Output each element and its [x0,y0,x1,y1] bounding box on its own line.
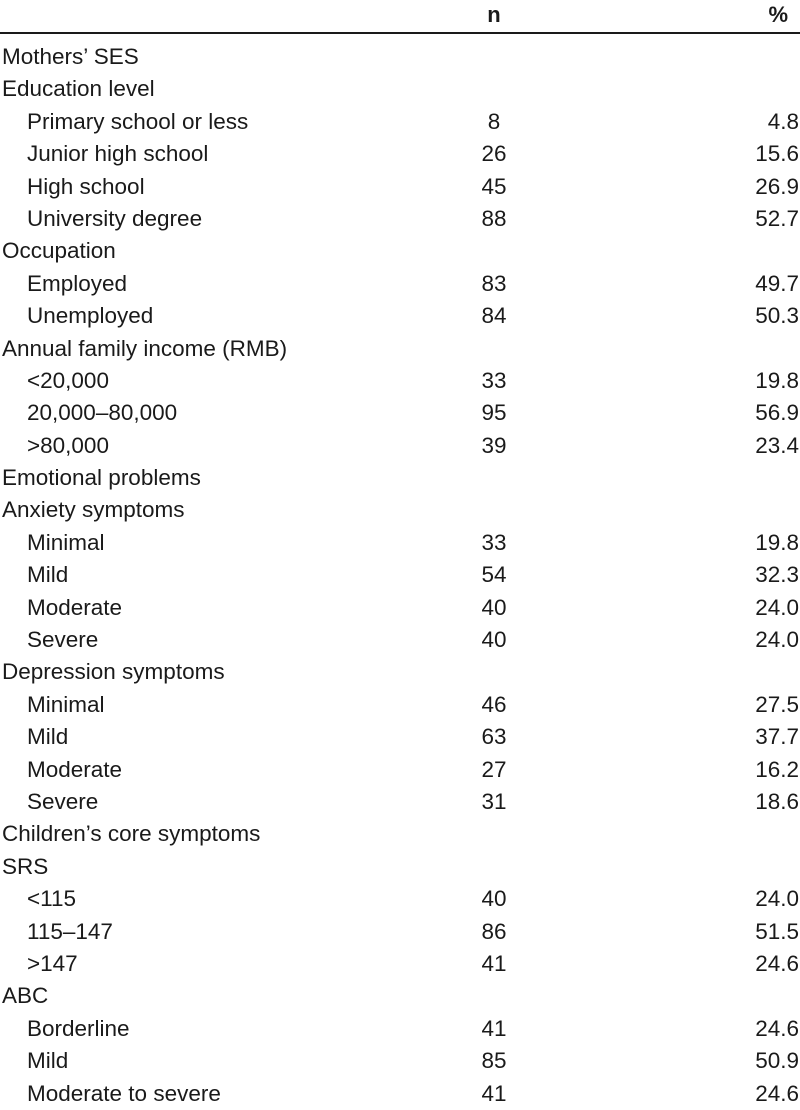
row-label: Minimal [27,691,105,717]
row-percent: 19.8 [755,529,799,555]
row-label: <115 [27,886,77,912]
row-percent: 15.6 [755,141,799,167]
row-percent: 24.6 [755,950,799,976]
row-count: 85 [481,1048,507,1074]
row-label: Education level [2,76,155,102]
table-row [0,300,800,332]
table-section-row [0,818,800,850]
row-label: Severe [27,627,99,653]
row-percent: 56.9 [755,400,799,426]
table-section-row [0,980,800,1012]
row-percent: 24.0 [755,594,799,620]
row-label: Mothers’ SES [2,44,139,69]
table-section-row [0,41,800,73]
row-count: 54 [481,562,507,588]
row-percent: 52.7 [755,205,799,231]
row-count: 86 [481,918,507,944]
table-row [0,106,800,138]
row-label: Borderline [27,1015,130,1041]
row-label: <20,000 [27,367,109,393]
row-label: University degree [27,205,203,231]
row-label: Annual family income (RMB) [2,335,288,361]
row-count: 33 [481,529,507,555]
table-section-row [0,235,800,267]
row-percent: 50.3 [755,303,799,329]
row-percent: 24.0 [755,627,799,653]
row-label: Moderate [27,594,123,620]
row-label: >80,000 [27,432,109,458]
table-row [0,689,800,721]
row-label: Occupation [2,238,116,264]
table-row [0,527,800,559]
row-count: 88 [481,205,507,231]
row-percent: 51.5 [755,918,799,944]
row-label: ABC [2,983,49,1009]
row-count: 40 [481,594,507,620]
column-header-n: n [487,2,501,27]
row-label: >147 [27,950,78,976]
row-label: SRS [2,853,49,879]
table-row [0,1013,800,1045]
row-percent: 4.8 [767,108,799,134]
row-count: 40 [481,627,507,653]
table-row [0,721,800,753]
row-count: 95 [481,400,507,426]
row-label: Moderate [27,756,123,782]
row-percent: 24.6 [755,1080,799,1106]
row-label: Mild [27,562,69,588]
row-percent: 23.4 [755,432,799,458]
table-row [0,754,800,786]
row-count: 41 [481,1080,507,1106]
row-count: 45 [481,173,507,199]
row-label: Primary school or less [27,108,249,134]
table-section-row [0,73,800,105]
row-percent: 19.8 [755,367,799,393]
table-section-row [0,462,800,494]
table-row [0,883,800,915]
row-label: Mild [27,1048,69,1074]
table-section-row [0,851,800,883]
table-row [0,1045,800,1077]
table-row [0,171,800,203]
table-section-row [0,333,800,365]
row-percent: 24.0 [755,886,799,912]
row-count: 46 [481,691,507,717]
table-row [0,365,800,397]
table-row [0,203,800,235]
table-row [0,268,800,300]
row-count: 40 [481,886,507,912]
row-count: 8 [487,108,501,134]
row-label: Junior high school [27,141,209,167]
table-row [0,916,800,948]
table-row [0,624,800,656]
row-label: Emotional problems [2,465,201,491]
row-count: 41 [481,1015,507,1041]
row-count: 39 [481,432,507,458]
row-label: Depression symptoms [2,659,225,685]
table-section-row [0,656,800,688]
row-percent: 37.7 [755,724,799,750]
table-row [0,948,800,980]
row-count: 83 [481,270,507,296]
row-count: 27 [481,756,507,782]
row-label: 115–147 [27,918,113,944]
row-count: 31 [481,788,507,814]
table-row [0,138,800,170]
table-row [0,786,800,818]
table-row [0,1078,800,1110]
row-percent: 27.5 [755,691,799,717]
row-percent: 16.2 [755,756,799,782]
column-header-percent: % [768,2,788,27]
header-divider [0,32,800,34]
table-header [0,0,800,32]
row-label: Unemployed [27,303,154,329]
row-label: 20,000–80,000 [27,400,178,426]
row-count: 84 [481,303,507,329]
row-percent: 18.6 [755,788,799,814]
row-label: Children’s core symptoms [2,821,261,847]
row-percent: 24.6 [755,1015,799,1041]
row-count: 26 [481,141,507,167]
table-row [0,559,800,591]
row-count: 33 [481,367,507,393]
row-label: Severe [27,788,99,814]
table-section-row [0,494,800,526]
row-label: Employed [27,270,128,296]
table-row [0,592,800,624]
row-label: High school [27,173,145,199]
row-count: 41 [481,950,507,976]
row-percent: 49.7 [755,270,799,296]
row-percent: 32.3 [755,562,799,588]
table-row [0,397,800,429]
row-count: 63 [481,724,507,750]
row-percent: 50.9 [755,1048,799,1074]
row-percent: 26.9 [755,173,799,199]
row-label: Minimal [27,529,105,555]
row-label: Moderate to severe [27,1080,221,1106]
row-label: Anxiety symptoms [2,497,185,523]
table-body [0,41,800,1110]
row-label: Mild [27,724,69,750]
table-row [0,430,800,462]
